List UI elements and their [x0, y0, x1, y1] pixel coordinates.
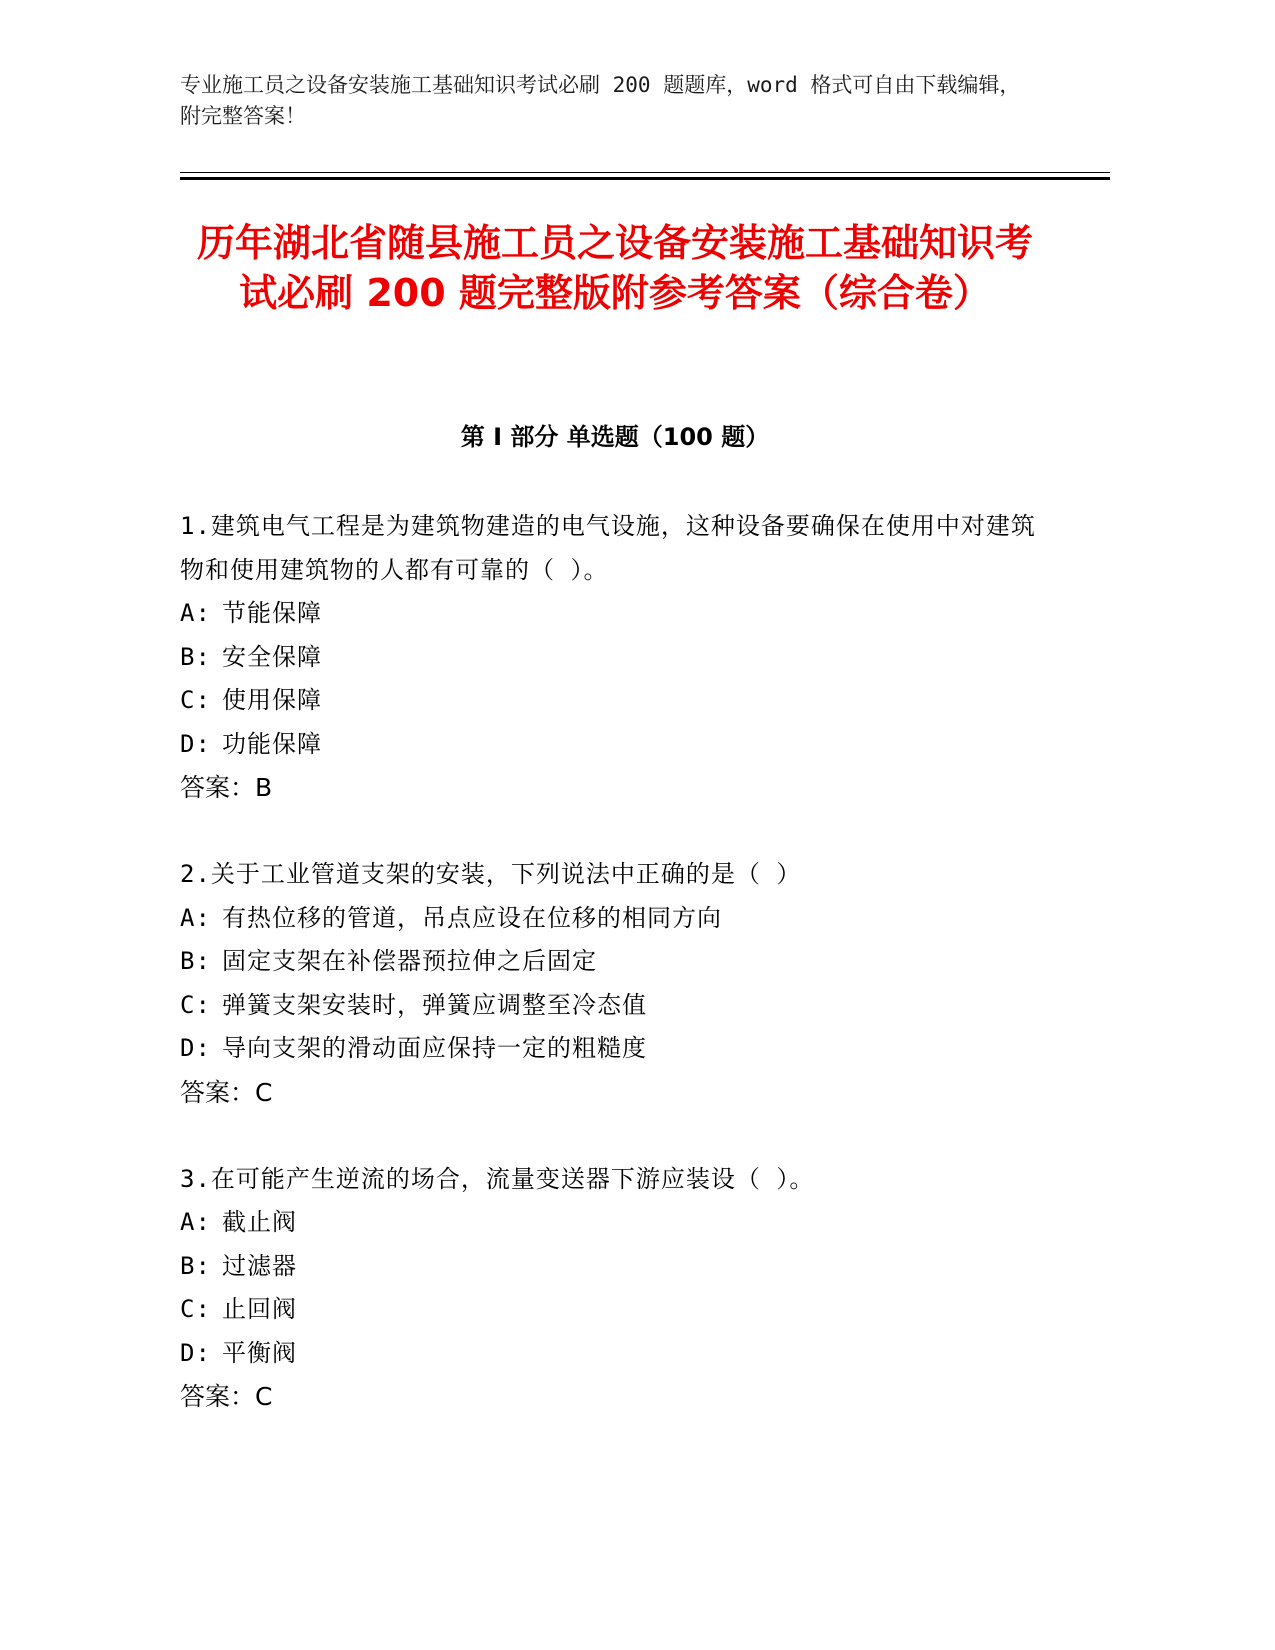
answer-line: 答案：B [180, 773, 273, 802]
option-letter: C: [180, 1295, 211, 1323]
question-item [180, 853, 1060, 1114]
option-text: 使用保障 [222, 686, 322, 714]
option-a [180, 592, 1060, 636]
document-title: 历年湖北省随县施工员之设备安装施工基础知识考试必刷 200 题完整版附参考答案（综合卷） [196, 221, 1033, 315]
option-letter: A: [180, 1208, 211, 1236]
question-stem: 3.在可能产生逆流的场合，流量变送器下游应装设（ ）。 [180, 1164, 815, 1193]
option-text: 止回阀 [222, 1295, 297, 1323]
answer-line: 答案：C [180, 1382, 273, 1411]
option-text: 固定支架在补偿器预拉伸之后固定 [222, 947, 597, 975]
option-text: 功能保障 [222, 729, 322, 758]
option-text: 过滤器 [222, 1251, 297, 1280]
question-stem: 1.建筑电气工程是为建筑物建造的电气设施，这种设备要确保在使用中对建筑物和使用建筑物的人都有可靠的（ ）。 [180, 512, 1036, 584]
option-text: 弹簧支架安装时，弹簧应调整至冷态值 [222, 990, 647, 1019]
question-item [180, 505, 1060, 810]
question-stem: 2.关于工业管道支架的安装，下列说法中正确的是（ ） [180, 860, 802, 888]
section-heading: 第 I 部分 单选题（100 题） [460, 423, 770, 451]
option-letter: C: [180, 990, 211, 1019]
option-b [180, 636, 1060, 680]
option-c [180, 984, 1060, 1028]
option-text: 安全保障 [222, 642, 322, 671]
header-divider-thin [180, 172, 1110, 173]
option-text: 导向支架的滑动面应保持一定的粗糙度 [222, 1034, 647, 1062]
option-b [180, 1245, 1060, 1289]
option-letter: C: [180, 686, 211, 714]
option-letter: B: [180, 947, 211, 975]
option-letter: B: [180, 642, 211, 671]
option-text: 截止阀 [222, 1208, 297, 1236]
option-letter: D: [180, 1338, 211, 1367]
option-d [180, 1332, 1060, 1376]
header-divider-thick [180, 177, 1110, 180]
option-letter: B: [180, 1251, 211, 1280]
option-b [180, 940, 1060, 984]
option-text: 节能保障 [222, 599, 322, 627]
option-letter: D: [180, 1034, 211, 1062]
answer-line: 答案：C [180, 1077, 273, 1107]
option-letter: A: [180, 903, 211, 932]
option-c [180, 1288, 1060, 1332]
option-text: 有热位移的管道，吊点应设在位移的相同方向 [222, 903, 722, 932]
option-a [180, 897, 1060, 941]
header-note: 专业施工员之设备安装施工基础知识考试必刷 200 题题库，word 格式可自由下载编辑，附完整答案！ [180, 73, 1021, 128]
option-text: 平衡阀 [222, 1338, 297, 1367]
question-item [180, 1158, 1060, 1419]
option-d [180, 723, 1060, 767]
option-a [180, 1201, 1060, 1245]
option-letter: D: [180, 729, 211, 758]
option-c [180, 679, 1060, 723]
question-list [180, 505, 1060, 1462]
option-letter: A: [180, 599, 211, 627]
option-d [180, 1027, 1060, 1071]
